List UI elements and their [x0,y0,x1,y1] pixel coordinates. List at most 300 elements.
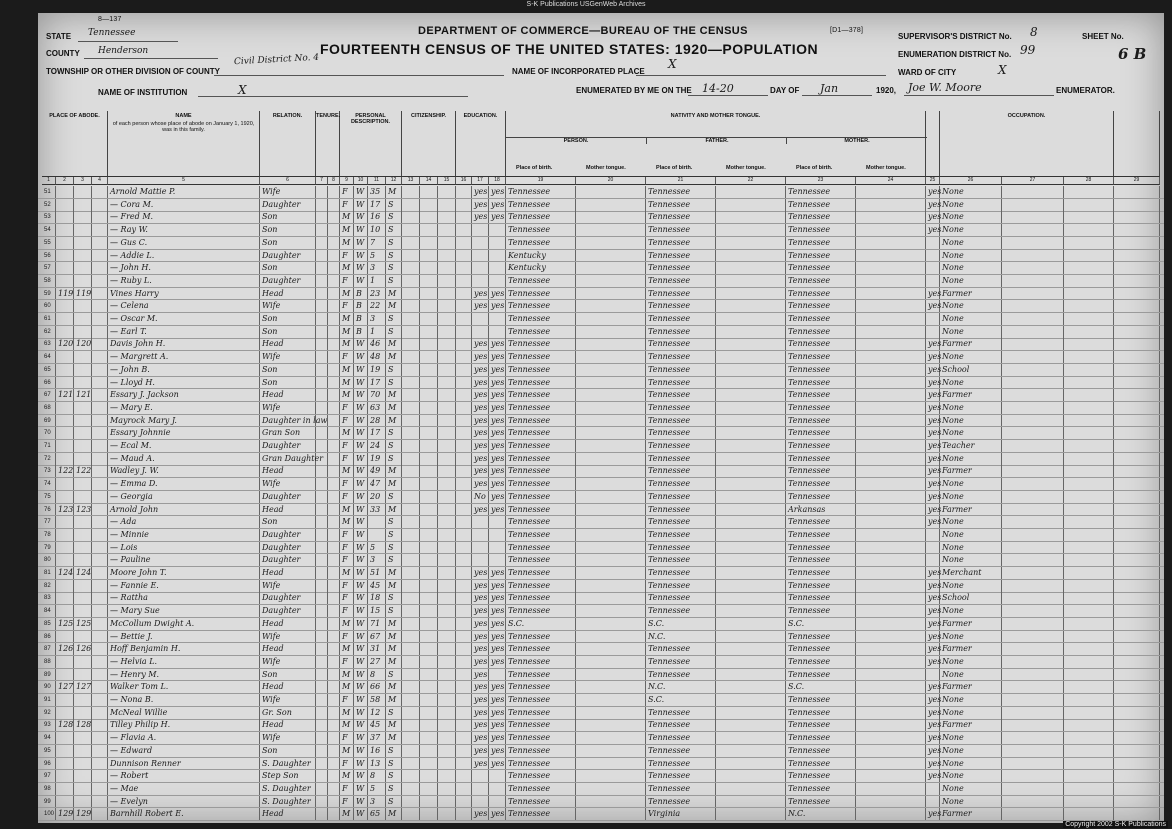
cell-eng [928,529,939,541]
cell-name: — Mae [110,783,139,793]
cell-eng [928,313,939,325]
cell-read: yes [474,568,488,577]
enumerated-label: ENUMERATED BY ME ON THE [576,86,692,95]
cell-n: 67 [44,392,51,399]
cell-fb: Tennessee [648,606,691,616]
cell-pb: Tennessee [508,809,551,819]
cell-fam: 121 [76,390,92,400]
cell-write [491,326,505,338]
cell-occ: None [942,707,964,717]
cell-dw [58,351,73,363]
education-header: EDUCATION. [456,111,506,177]
cell-occ: School [942,364,970,374]
cell-name: Wadley J. W. [110,466,159,476]
cell-ms: S [388,326,394,336]
cell-write: yes [491,352,505,362]
cell-eng: yes [928,352,942,362]
cell-write: yes [491,504,505,514]
cell-dw [58,516,73,528]
cell-name: — Rattha [110,593,148,603]
cell-dw: 120 [58,339,74,349]
cell-ms: M [388,301,397,311]
cell-sex: F [342,250,348,260]
cell-mb: Tennessee [788,352,831,362]
cell-sex: F [342,555,348,565]
cell-age: 33 [370,504,381,514]
cell-write: yes [491,733,505,743]
cell-pb: Tennessee [508,580,551,590]
cell-dw [58,542,73,554]
table-row [38,554,1164,567]
cell-mb: Tennessee [788,326,831,336]
cell-eng: yes [928,199,942,209]
cell-name: — Helvia L. [110,656,158,666]
cell-pb: Tennessee [508,656,551,666]
cell-n: 77 [44,519,51,526]
cell-sex: M [342,682,351,692]
cell-n: 56 [44,252,51,259]
cell-occ: None [942,542,964,552]
cell-eng: yes [928,301,942,311]
cell-write [491,237,505,249]
cell-ms: S [388,606,394,616]
cell-n: 84 [44,608,51,615]
publisher-bar: S-K Publications USGenWeb Archives [526,1,646,8]
cell-age: 22 [370,301,381,311]
cell-fam [76,351,91,363]
cell-ms: S [388,529,394,539]
cell-race: W [356,390,365,400]
cell-rel: Head [262,466,284,476]
cell-fb: Tennessee [648,377,691,387]
name-header-title: NAME [175,113,192,119]
cell-name: — Maud A. [110,453,155,463]
nativity-header-title: NATIVITY AND MOTHER TONGUE. [670,113,761,119]
cell-fam [76,237,91,249]
cell-eng: yes [928,453,942,463]
cell-n: 86 [44,633,51,640]
cell-fam: 128 [76,720,92,730]
cell-eng: yes [928,339,942,349]
cell-race: W [356,402,365,412]
cell-name: — Gus C. [110,237,148,247]
cell-read: yes [474,479,488,489]
cell-dw [58,758,73,770]
cell-ms: S [388,275,394,285]
cell-name: Essary J. Jackson [110,390,179,400]
cell-eng: yes [928,212,942,222]
cell-pb: Tennessee [508,695,551,704]
cell-eng: yes [928,390,942,400]
cell-fam [76,415,91,427]
cell-ms: S [388,542,394,552]
day-of-label: DAY OF [770,86,800,95]
cell-dw [58,631,73,643]
cell-dw: 122 [58,466,74,476]
cell-ms: S [388,593,394,603]
cell-eng [928,275,939,287]
cell-eng [928,237,939,249]
cell-occ: None [942,263,964,273]
table-row [38,351,1164,364]
cell-occ: None [942,491,964,501]
cell-write: yes [491,568,505,577]
table-row [38,338,1164,351]
cell-read: yes [474,745,488,755]
cell-sex: F [342,758,348,768]
cell-race: W [356,568,365,577]
cell-ms: S [388,669,394,679]
person-tongue-label: Mother tongue. [586,165,626,171]
cell-occ: None [942,606,964,616]
cell-n: 54 [44,227,51,234]
cell-dw: 124 [58,568,74,577]
cell-n: 91 [44,697,51,703]
cell-fb: Tennessee [648,339,691,349]
cell-race: W [356,250,365,260]
column-number: 5 [108,177,260,185]
table-row [38,681,1164,694]
cell-occ: None [942,250,964,260]
cell-read: yes [474,453,488,463]
cell-n: 68 [44,404,51,411]
cell-rel: Wife [262,301,281,311]
cell-fb: Tennessee [648,250,691,260]
cell-race: W [356,352,365,362]
cell-name: Hoff Benjamin H. [110,644,181,654]
township-label: TOWNSHIP OR OTHER DIVISION OF COUNTY [46,67,220,76]
cell-race: W [356,453,365,463]
cell-rel: Head [262,390,284,400]
cell-sex: F [342,796,348,806]
cell-age: 10 [370,225,381,235]
cell-name: — Fannie E. [110,580,159,590]
cell-rel: Head [262,618,284,628]
cell-occ: None [942,352,964,362]
cell-pb: Tennessee [508,542,551,552]
institution-value: X [238,83,247,97]
cell-name: — Mary E. [110,402,153,412]
cell-write [491,275,505,287]
cell-fb: Tennessee [648,796,691,806]
cell-dw [58,224,73,236]
cell-age: 63 [370,402,381,412]
cell-dw [58,491,73,503]
cell-sex: F [342,580,348,590]
cell-n: 64 [44,354,51,361]
cell-write: yes [491,644,505,654]
cell-n: 94 [44,735,51,742]
cell-write: yes [491,377,505,387]
table-row [38,275,1164,288]
cell-n: 74 [44,481,51,488]
table-row [38,300,1164,313]
cell-fb: Tennessee [648,555,691,565]
cell-occ: Farmer [942,644,972,654]
cell-read: yes [474,593,488,603]
enumerator-name: Joe W. Moore [908,81,982,94]
cell-name: — Minnie [110,529,149,539]
cell-eng [928,796,939,808]
cell-pb: Tennessee [508,517,551,527]
form-code: [D1—378] [830,27,864,34]
cell-n: 69 [44,417,51,424]
cell-mb: Tennessee [788,771,831,781]
cell-age: 49 [370,466,381,476]
sheet-value: 6 B [1118,45,1147,63]
cell-rel: Daughter [262,542,301,552]
cell-occ: None [942,555,964,565]
cell-age: 8 [370,669,376,679]
cell-eng [928,250,939,262]
column-number: 13 [402,177,420,185]
cell-pb: Tennessee [508,377,551,387]
cell-fam [76,262,91,274]
cell-age: 28 [370,415,381,425]
cell-occ: None [942,187,964,196]
cell-read [474,554,488,566]
cell-read [474,796,488,808]
cell-ms: S [388,237,394,247]
cell-race: W [356,237,365,247]
cell-rel: Wife [262,733,281,743]
cell-fam: 120 [76,339,92,349]
cell-pb: Tennessee [508,187,551,196]
cell-read: yes [474,288,488,298]
cell-dw [58,478,73,490]
cell-n: 63 [44,341,51,348]
table-row [38,770,1164,783]
cell-rel: Head [262,504,284,514]
cell-pb: Tennessee [508,199,551,209]
cell-name: Vines Harry [110,288,159,298]
cell-mb: Tennessee [788,237,831,247]
cell-eng: yes [928,695,942,704]
cell-write: yes [491,479,505,489]
cell-write: yes [491,758,505,768]
supervisor-label: SUPERVISOR'S DISTRICT No. [898,32,1012,41]
cell-rel: Daughter [262,593,301,603]
cell-pb: Tennessee [508,237,551,247]
cell-write [491,796,505,808]
table-row [38,669,1164,682]
cell-sex: M [342,314,351,323]
cell-mb: Tennessee [788,441,831,450]
cell-race: W [356,796,365,806]
cell-name: — Henry M. [110,669,160,679]
cell-rel: Daughter [262,250,301,260]
mother-tongue-label: Mother tongue. [866,165,906,171]
cell-mb: S.C. [788,682,805,692]
cell-fam [76,250,91,262]
cell-rel: Head [262,644,284,654]
cell-ms: M [388,504,397,514]
cell-name: — Edward [110,745,153,755]
cell-eng: yes [928,745,942,755]
cell-fb: Tennessee [648,352,691,362]
cell-rel: Wife [262,656,281,666]
cell-sex: F [342,656,348,666]
cell-race: W [356,428,365,438]
cell-occ: None [942,275,964,285]
cell-eng: yes [928,707,942,717]
cell-mb: Tennessee [788,225,831,235]
nativity-header [506,111,926,177]
cell-fam [76,694,91,706]
column-number: 23 [786,177,856,185]
cell-write [491,516,505,528]
cell-sex: M [342,707,351,717]
enumerator-label: ENUMERATOR. [1056,86,1115,95]
cell-mb: Tennessee [788,669,831,679]
cell-fb: Tennessee [648,225,691,235]
cell-age: 66 [370,682,381,692]
cell-mb: Tennessee [788,187,831,196]
cell-write: yes [491,390,505,400]
cell-write: yes [491,707,505,717]
township-value: Civil District No. 4 [233,52,320,68]
cell-write [491,250,505,262]
cell-occ: None [942,377,964,387]
cell-dw [58,783,73,795]
cell-fb: Tennessee [648,187,691,196]
cell-dw: 128 [58,720,74,730]
cell-fam [76,478,91,490]
cell-n: 96 [44,760,51,767]
cell-age: 45 [370,720,381,730]
cell-occ: None [942,479,964,489]
cell-pb: Tennessee [508,796,551,806]
cell-sex: F [342,695,348,704]
cell-name: Arnold John [110,504,159,514]
cell-fb: Tennessee [648,466,691,476]
cell-occ: None [942,326,964,336]
cell-pb: Tennessee [508,707,551,717]
cell-write: yes [491,606,505,616]
cell-n: 71 [44,443,51,449]
cell-age: 51 [370,568,381,577]
cell-sex: F [342,301,348,311]
cell-mb: Tennessee [788,479,831,489]
column-number: 6 [260,177,316,185]
cell-rel: Head [262,682,284,692]
cell-fb: Tennessee [648,656,691,666]
cell-sex: M [342,568,351,577]
cell-fam [76,491,91,503]
relation-header: RELATION. [260,111,316,177]
cell-eng: yes [928,631,942,641]
cell-fb: Tennessee [648,199,691,209]
cell-mb: Tennessee [788,377,831,387]
cell-write: yes [491,491,505,501]
cell-name: — Robert [110,771,149,781]
cell-name: — Georgia [110,491,153,501]
cell-sex: M [342,237,351,247]
cell-age: 67 [370,631,381,641]
cell-ms: S [388,428,394,438]
cell-ms: S [388,783,394,793]
cell-dw: 119 [58,288,74,298]
cell-ms: S [388,771,394,781]
table-row [38,313,1164,326]
cell-occ: Farmer [942,504,972,514]
cell-n: 57 [44,265,51,272]
cell-fam [76,440,91,452]
cell-fb: Tennessee [648,479,691,489]
cell-n: 92 [44,709,51,716]
cell-name: — Lloyd H. [110,377,155,387]
county-label: COUNTY [46,49,80,58]
cell-occ: Farmer [942,682,972,692]
cell-read: yes [474,390,488,400]
population-schedule [38,111,1164,823]
cell-fam: 127 [76,682,92,692]
cell-dw [58,453,73,465]
cell-read: yes [474,580,488,590]
cell-read [474,770,488,782]
column-number: 17 [472,177,489,185]
column-number: 21 [646,177,716,185]
cell-age: 37 [370,733,381,743]
table-row [38,631,1164,644]
cell-pb: Tennessee [508,453,551,463]
cell-eng [928,542,939,554]
form-number: 8—137 [98,16,122,23]
cell-race: B [356,301,362,311]
cell-occ: None [942,745,964,755]
cell-n: 75 [44,493,51,500]
cell-read [474,275,488,287]
cell-read: yes [474,809,488,819]
cell-rel: S. Daughter [262,783,311,793]
cell-fam [76,199,91,211]
column-number: 15 [438,177,456,185]
cell-fam [76,732,91,744]
column-number: 18 [489,177,506,185]
cell-mb: Tennessee [788,656,831,666]
cell-sex: F [342,542,348,552]
cell-fb: Tennessee [648,771,691,781]
cell-write: yes [491,212,505,222]
cell-race: W [356,275,365,285]
cell-occ: None [942,402,964,412]
cell-ms: S [388,314,394,323]
cell-sex: F [342,199,348,209]
cell-fb: Tennessee [648,669,691,679]
cell-write: yes [491,466,505,476]
cell-write: yes [491,631,505,641]
table-row [38,783,1164,796]
cell-fb: Tennessee [648,428,691,438]
cell-age: 70 [370,390,381,400]
cell-mb: Tennessee [788,415,831,425]
cell-fb: Tennessee [648,745,691,755]
cell-dw [58,237,73,249]
table-row [38,237,1164,250]
cell-occ: None [942,796,964,806]
cell-pb: Tennessee [508,428,551,438]
cell-fb: S.C. [648,695,665,704]
cell-name: — Emma D. [110,479,158,489]
cell-n: 98 [44,785,51,792]
cell-age: 5 [370,542,376,552]
cell-read [474,326,488,338]
cell-fam [76,529,91,541]
cell-occ: None [942,199,964,209]
cell-rel: Son [262,314,278,323]
cell-ms: S [388,491,394,501]
cell-ms: M [388,415,397,425]
